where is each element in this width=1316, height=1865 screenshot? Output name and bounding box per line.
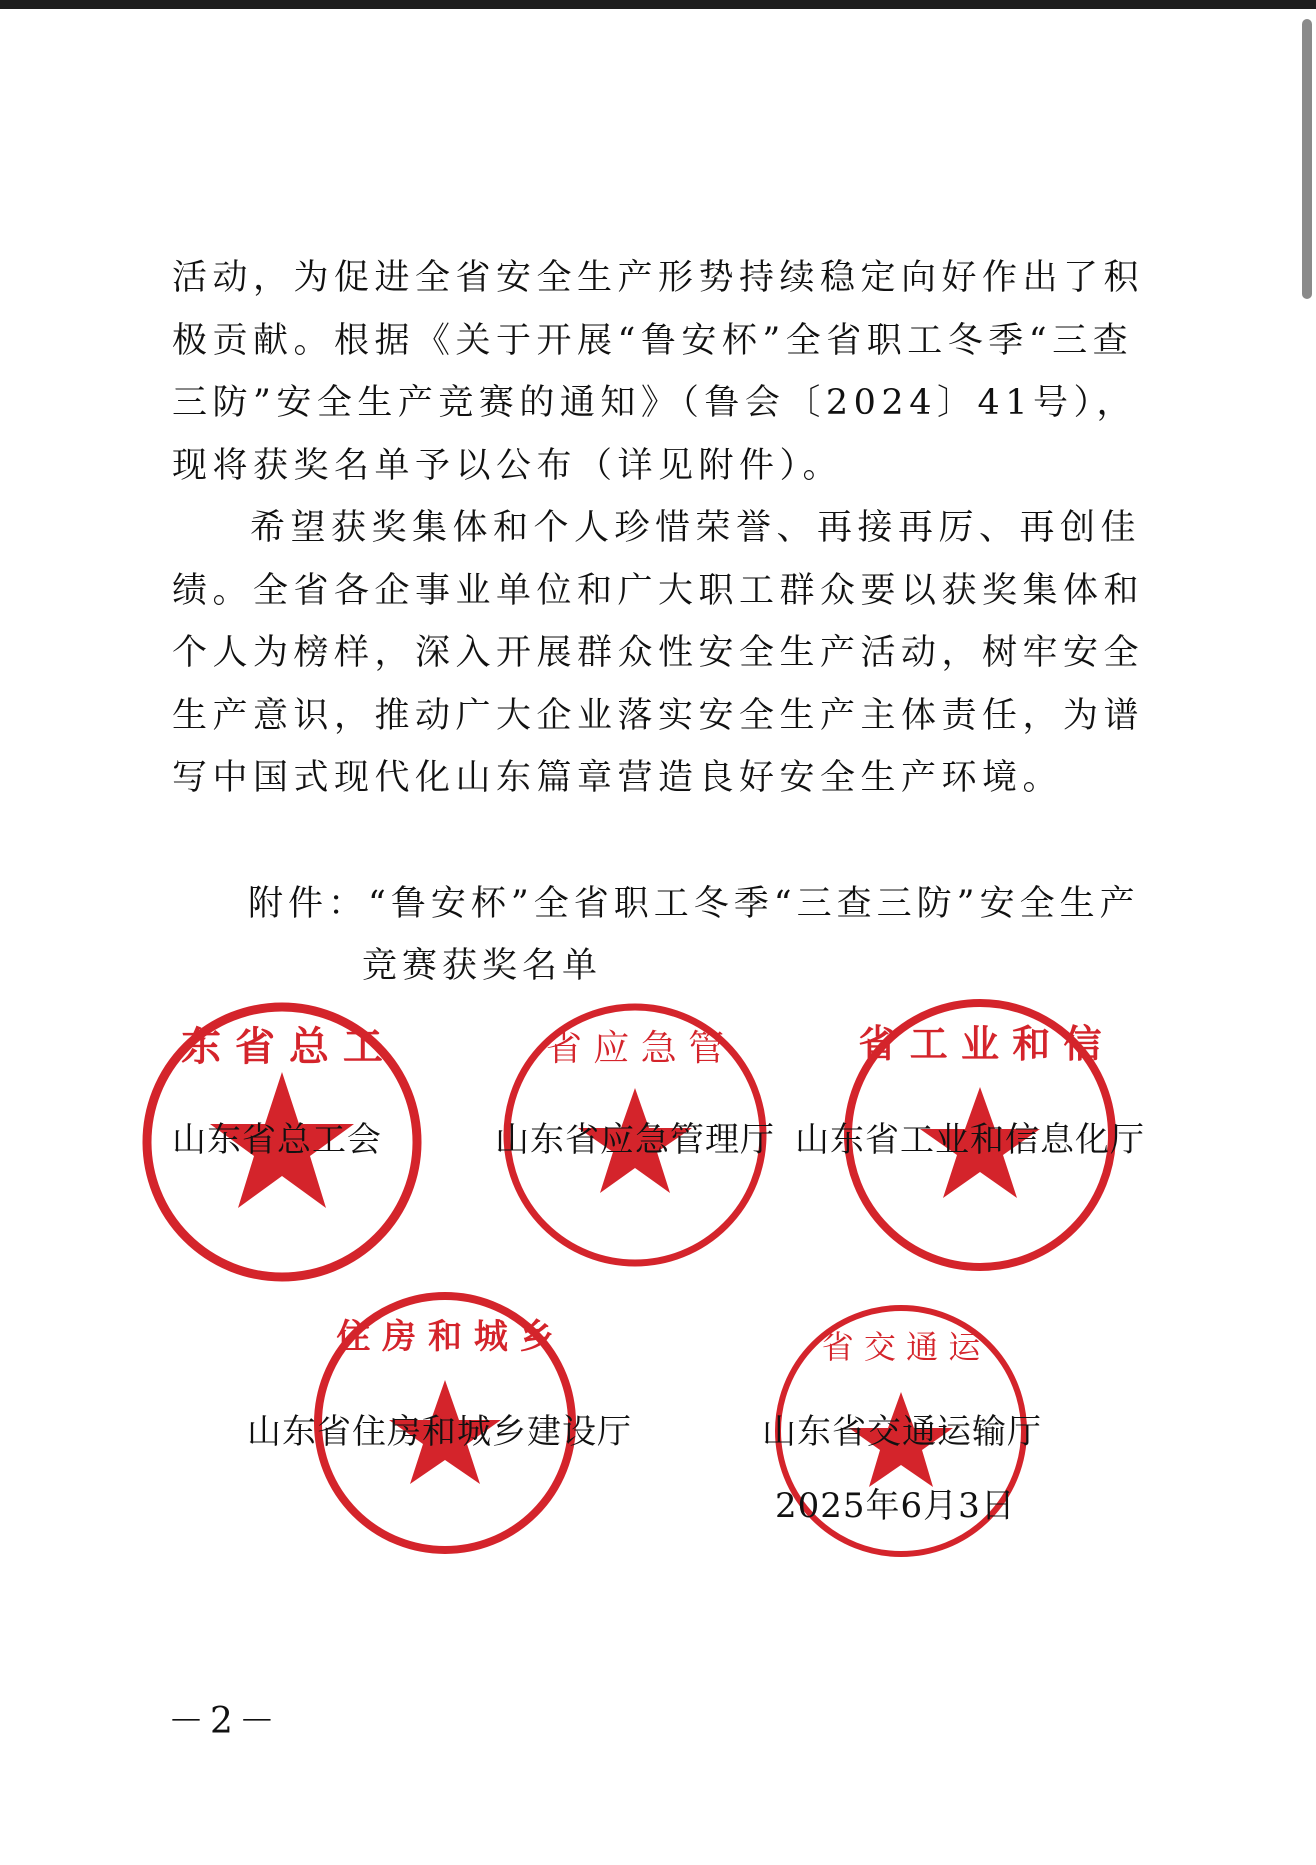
body-paragraph-1: 活动，为促进全省安全生产形势持续稳定向好作出了积极贡献。根据《关于开展“鲁安杯”全省职工冬季“三查三防”安全生产竞赛的通知》（鲁会〔2024〕41号），现将获奖名单予以公布（详见附件）。 bbox=[172, 258, 1145, 486]
signer-industry-and-it: 山东省工业和信息化厅 bbox=[795, 1120, 1145, 1160]
body-paragraph-2 bbox=[172, 497, 1146, 810]
signer-general-trade-union: 山东省总工会 bbox=[172, 1120, 382, 1160]
document-date: 2025年6月3日 bbox=[775, 1486, 1016, 1526]
signer-transportation: 山东省交通运输厅 bbox=[762, 1412, 1042, 1452]
signer-housing-and-construction: 山东省住房和城乡建设厅 bbox=[247, 1412, 632, 1452]
attachment-line-2: 竞赛获奖名单 bbox=[362, 946, 603, 986]
page-number: －2－ bbox=[168, 1701, 281, 1742]
svg-text:住 房 和 城 乡: 住 房 和 城 乡 bbox=[336, 1317, 554, 1357]
body-paragraph-2-text: 希望获奖集体和个人珍惜荣誉、再接再厉、再创佳绩。全省各企事业单位和广大职工群众要以获奖集体和个人为榜样，深入开展群众性安全生产活动，树牢安全生产意识，推动广大企业落实安全生产主体责任，为谱写中国式现代化山东篇章营造良好安全生产环境。 bbox=[172, 508, 1145, 798]
scrollbar-thumb[interactable] bbox=[1302, 19, 1312, 299]
attachment-line-1: 附件：“鲁安杯”全省职工冬季“三查三防”安全生产 bbox=[248, 884, 1140, 924]
scrollbar[interactable] bbox=[1296, 9, 1316, 1865]
signer-emergency-management: 山东省应急管理厅 bbox=[495, 1120, 775, 1160]
svg-text:省 交 通 运: 省 交 通 运 bbox=[821, 1328, 981, 1366]
svg-text:省 工 业 和 信: 省 工 业 和 信 bbox=[858, 1022, 1102, 1066]
top-bar bbox=[0, 0, 1316, 9]
svg-text:省 应 急 管: 省 应 急 管 bbox=[545, 1028, 725, 1069]
svg-text:东 省 总 工: 东 省 总 工 bbox=[181, 1024, 383, 1070]
